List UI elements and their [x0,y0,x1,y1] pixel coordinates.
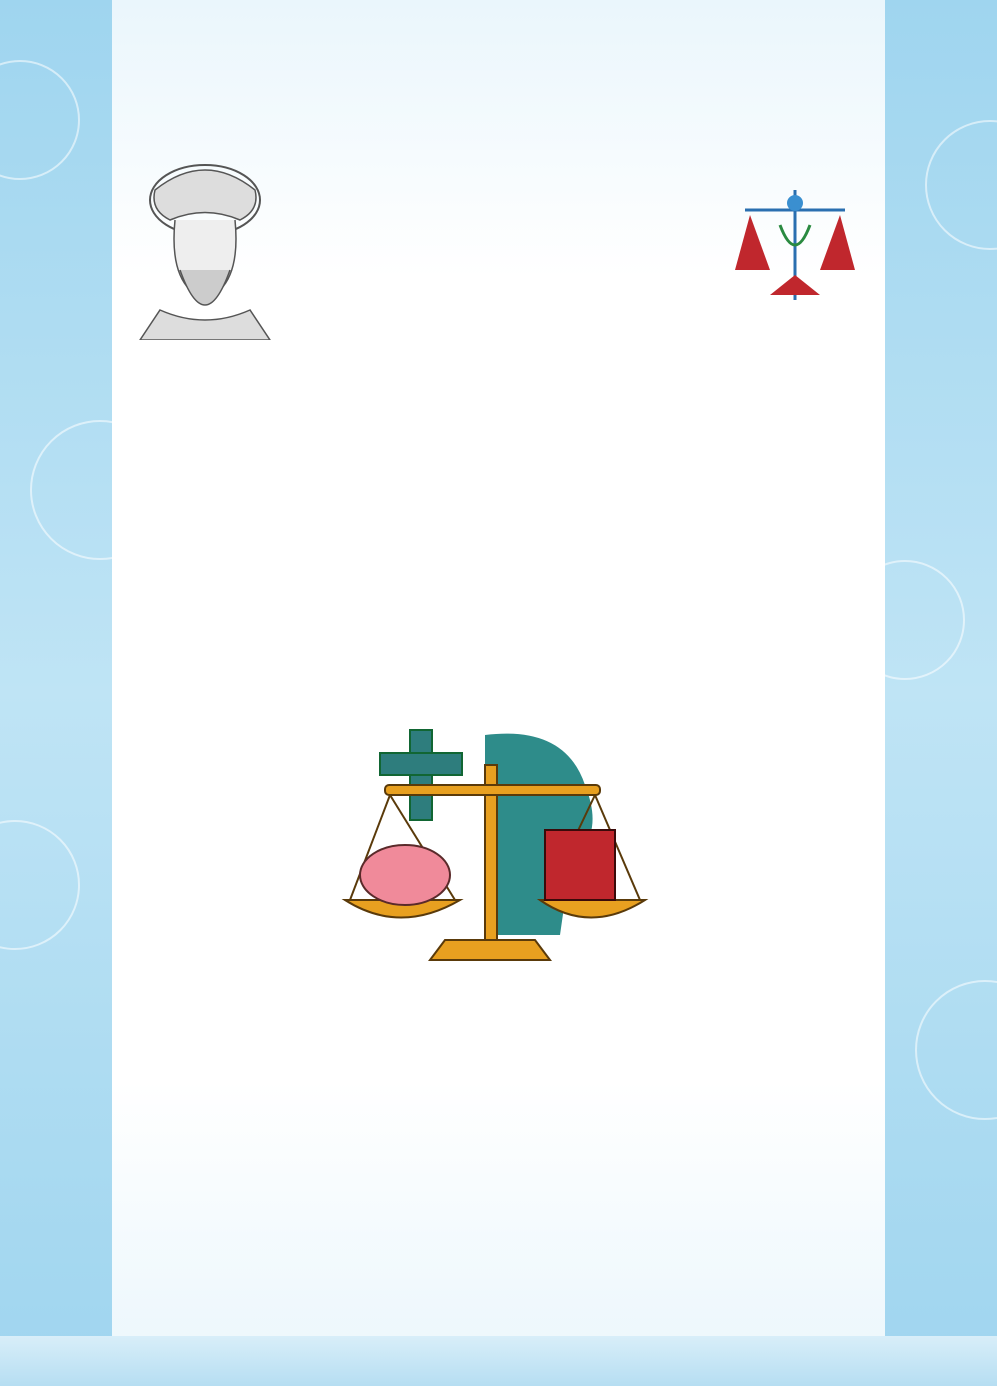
psychiatry-law-illustration [335,725,665,975]
phone-line-fa [180,1271,820,1287]
avicenna-portrait [120,150,290,340]
medical-law-script [420,210,580,270]
law-book-icon [545,830,615,900]
left-sidebar [0,0,112,1386]
right-sidebar [885,0,997,1386]
top-logo-row [118,20,880,120]
website-links [110,1346,890,1372]
brain-icon [360,845,450,905]
scales-emblem [730,175,860,310]
